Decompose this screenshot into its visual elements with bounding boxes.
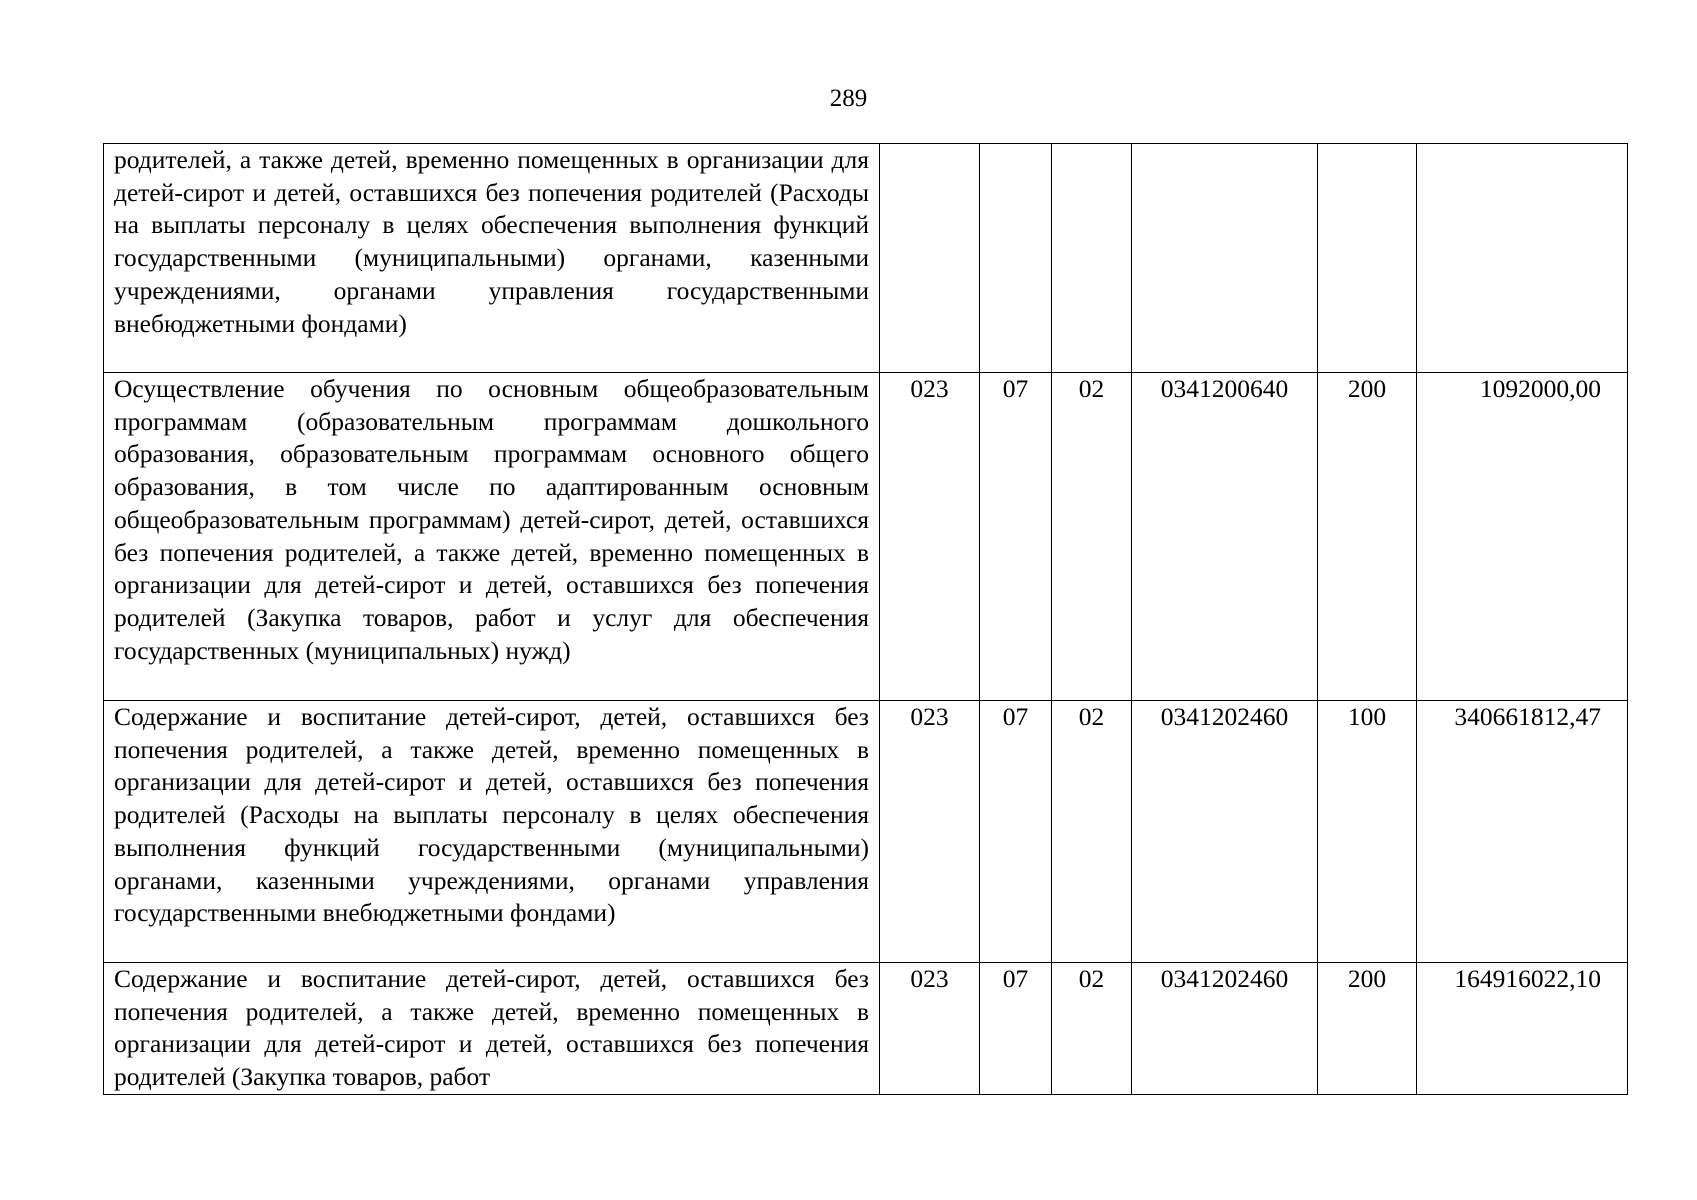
- section-code-cell: 07: [980, 963, 1052, 1095]
- target-article-cell: [1132, 144, 1318, 373]
- subsection-code-cell: 02: [1052, 963, 1132, 1095]
- amount-cell: 164916022,10: [1417, 963, 1628, 1095]
- target-article-cell: 0341202460: [1132, 701, 1318, 963]
- ministry-code-cell: 023: [880, 701, 980, 963]
- expense-type-cell: 200: [1318, 373, 1417, 701]
- table-row: [104, 144, 1628, 373]
- ministry-code-cell: 023: [880, 963, 980, 1095]
- row-description: родителей, а также детей, временно помещенных в организации для детей-сирот и детей, оставшихся без попечения родителей (Расходы на выплаты персоналу в целях обеспечения выполнения функций государственными (муниципальными) органами, казенными учреждениями, органами управления государственными внебюджетными фондами): [104, 144, 880, 373]
- table-row: [104, 963, 1628, 1095]
- subsection-code-cell: 02: [1052, 701, 1132, 963]
- amount-cell: 340661812,47: [1417, 701, 1628, 963]
- amount-cell: 1092000,00: [1417, 373, 1628, 701]
- row-description: Осуществление обучения по основным общеобразовательным программам (образовательным программам дошкольного образования, образовательным программам основного общего образования, в том числе по адаптированным основным общеобразовательным программам) детей-сирот, детей, оставшихся без попечения родителей, а также детей, временно помещенных в организации для детей-сирот и детей, оставшихся без попечения родителей (Закупка товаров, работ и услуг для обеспечения государственных (муниципальных) нужд): [104, 373, 880, 701]
- section-code-cell: 07: [980, 373, 1052, 701]
- row-description: Содержание и воспитание детей-сирот, детей, оставшихся без попечения родителей, а также детей, временно помещенных в организации для детей-сирот и детей, оставшихся без попечения родителей (Закупка товаров, работ: [104, 963, 880, 1095]
- section-code-cell: 07: [980, 701, 1052, 963]
- table-row: [104, 373, 1628, 701]
- section-code-cell: [980, 144, 1052, 373]
- target-article-cell: 0341202460: [1132, 963, 1318, 1095]
- row-description: Содержание и воспитание детей-сирот, детей, оставшихся без попечения родителей, а также детей, временно помещенных в организации для детей-сирот и детей, оставшихся без попечения родителей (Расходы на выплаты персоналу в целях обеспечения выполнения функций государственными (муниципальными) органами, казенными учреждениями, органами управления государственными внебюджетными фондами): [104, 701, 880, 963]
- amount-cell: [1417, 144, 1628, 373]
- ministry-code-cell: [880, 144, 980, 373]
- ministry-code-cell: 023: [880, 373, 980, 701]
- target-article-cell: 0341200640: [1132, 373, 1318, 701]
- subsection-code-cell: 02: [1052, 373, 1132, 701]
- expense-type-cell: [1318, 144, 1417, 373]
- expense-type-cell: 200: [1318, 963, 1417, 1095]
- budget-table: [103, 143, 1628, 1095]
- page-number: 289: [829, 85, 868, 112]
- expense-type-cell: 100: [1318, 701, 1417, 963]
- table-row: [104, 701, 1628, 963]
- subsection-code-cell: [1052, 144, 1132, 373]
